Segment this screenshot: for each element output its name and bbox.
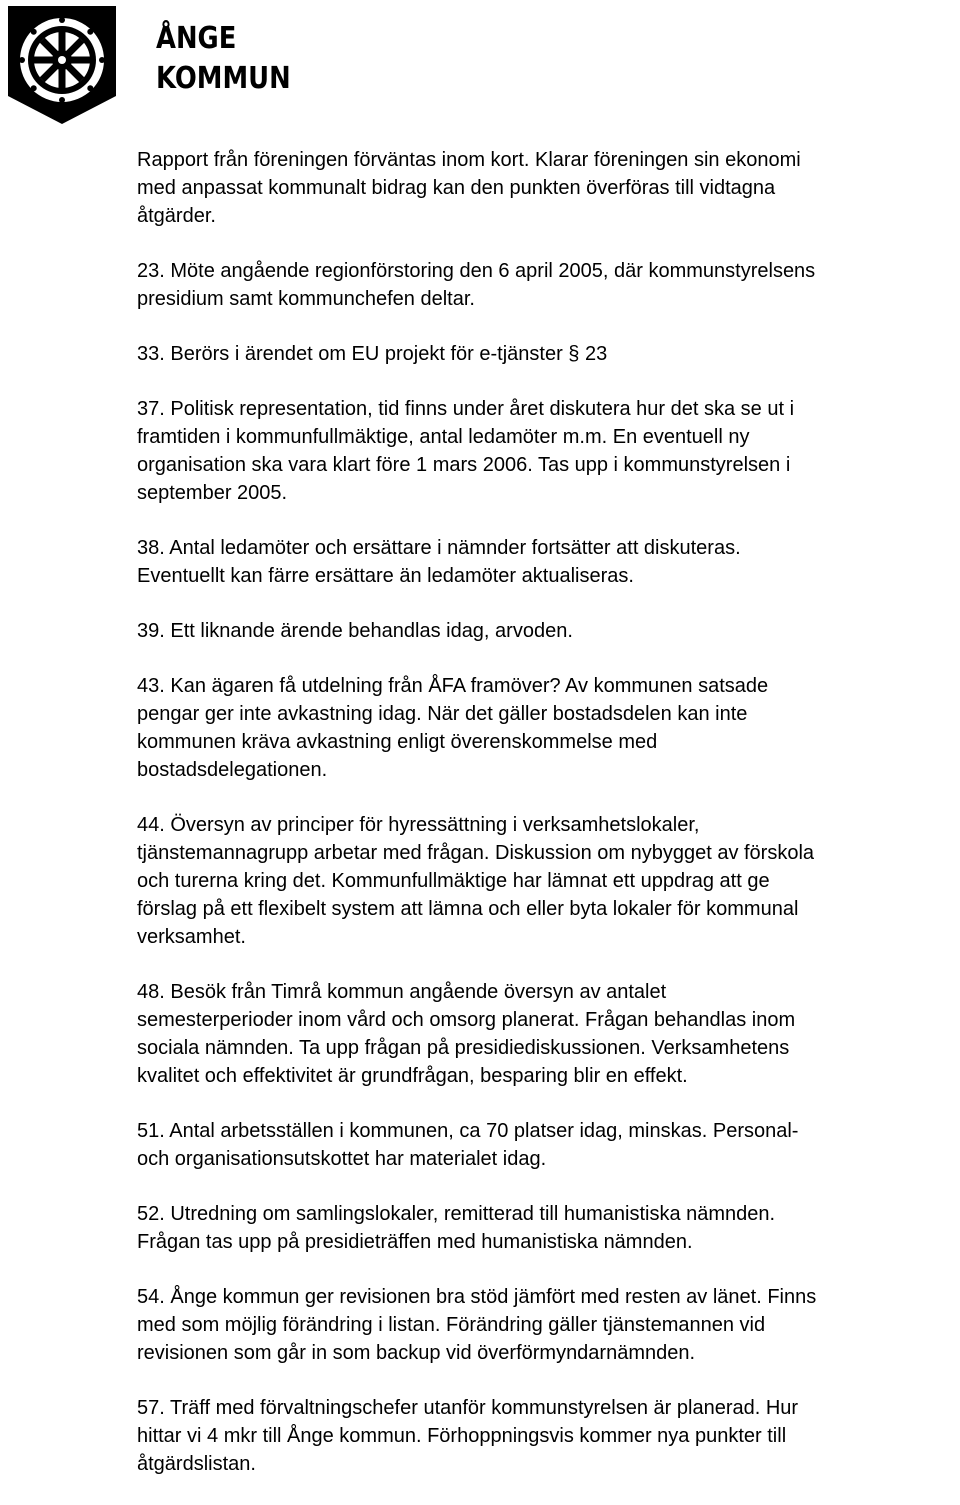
agenda-paragraph — [137, 534, 957, 590]
paragraph-line: Frågan tas upp på presidieträffen med humanistiska nämnden. — [137, 1231, 693, 1253]
paragraph-line: Eventuellt kan färre ersättare än ledamöter aktualiseras. — [137, 565, 634, 587]
paragraph-line: 39. Ett liknande ärende behandlas idag, arvoden. — [137, 620, 573, 642]
paragraph-line: 43. Kan ägaren få utdelning från ÅFA framöver? Av kommunen satsade — [137, 675, 769, 697]
paragraph-line: 37. Politisk representation, tid finns under året diskutera hur det ska se ut i — [137, 398, 795, 420]
paragraph-line: 33. Berörs i ärendet om EU projekt för e-tjänster § 23 — [137, 343, 608, 365]
agenda-paragraph — [137, 617, 957, 645]
paragraph-line: 38. Antal ledamöter och ersättare i nämnder fortsätter att diskuteras. — [137, 537, 741, 559]
paragraph-line: med anpassat kommunalt bidrag kan den punkten överföras till vidtagna — [137, 177, 776, 199]
paragraph-line: och organisationsutskottet har materialet idag. — [137, 1148, 547, 1170]
document-body — [137, 146, 957, 1505]
agenda-paragraph — [137, 257, 957, 313]
agenda-paragraph — [137, 146, 957, 230]
paragraph-line: förslag på ett flexibelt system att lämna och eller byta lokaler för kommunal — [137, 898, 799, 920]
paragraph-line: 51. Antal arbetsställen i kommunen, ca 70 platser idag, minskas. Personal- — [137, 1120, 799, 1142]
paragraph-line: 57. Träff med förvaltningschefer utanför kommunstyrelsen är planerad. Hur — [137, 1397, 799, 1419]
paragraph-line: hittar vi 4 mkr till Ånge kommun. Förhoppningsvis kommer nya punkter till — [137, 1425, 787, 1447]
paragraph-line: åtgärder. — [137, 205, 216, 227]
paragraph-line: åtgärdslistan. — [137, 1453, 256, 1475]
agenda-paragraph — [137, 340, 957, 368]
paragraph-line: organisation ska vara klart före 1 mars 2006. Tas upp i kommunstyrelsen i — [137, 454, 791, 476]
logo-text-kommun: KOMMUN — [156, 61, 291, 96]
paragraph-line: semesterperioder inom vård och omsorg planerat. Frågan behandlas inom — [137, 1009, 796, 1031]
agenda-paragraph — [137, 1394, 957, 1478]
paragraph-line: kvalitet och effektivitet är grundfrågan, besparing blir en effekt. — [137, 1065, 688, 1087]
paragraph-line: kommunen kräva avkastning enligt överenskommelse med — [137, 731, 658, 753]
paragraph-line: och turerna kring det. Kommunfullmäktige har lämnat ett uppdrag att ge — [137, 870, 770, 892]
paragraph-line: 48. Besök från Timrå kommun angående översyn av antalet — [137, 981, 667, 1003]
paragraph-line: tjänstemannagrupp arbetar med frågan. Diskussion om nybygget av förskola — [137, 842, 815, 864]
agenda-paragraph — [137, 1117, 957, 1173]
paragraph-line: verksamhet. — [137, 926, 246, 948]
paragraph-line: framtiden i kommunfullmäktige, antal ledamöter m.m. En eventuell ny — [137, 426, 750, 448]
paragraph-line: 54. Ånge kommun ger revisionen bra stöd jämfört med resten av länet. Finns — [137, 1286, 817, 1308]
paragraph-line: bostadsdelegationen. — [137, 759, 328, 781]
logo-text-ange: ÅNGE — [156, 21, 237, 56]
paragraph-line: Rapport från föreningen förväntas inom kort. Klarar föreningen sin ekonomi — [137, 149, 801, 171]
paragraph-line: presidium samt kommunchefen deltar. — [137, 288, 475, 310]
ange-kommun-wheel-logo-icon — [4, 4, 120, 126]
agenda-paragraph — [137, 1200, 957, 1256]
paragraph-line: 52. Utredning om samlingslokaler, remitterad till humanistiska nämnden. — [137, 1203, 776, 1225]
paragraph-line: september 2005. — [137, 482, 288, 504]
paragraph-line: sociala nämnden. Ta upp frågan på presidiediskussionen. Verksamhetens — [137, 1037, 790, 1059]
agenda-paragraph — [137, 1283, 957, 1367]
agenda-paragraph — [137, 811, 957, 951]
agenda-paragraph — [137, 978, 957, 1090]
paragraph-line: 23. Möte angående regionförstoring den 6 april 2005, där kommunstyrelsens — [137, 260, 816, 282]
paragraph-line: med som möjlig förändring i listan. Förändring gäller tjänstemannen vid — [137, 1314, 766, 1336]
agenda-paragraph — [137, 672, 957, 784]
page-header — [0, 0, 960, 130]
paragraph-line: revisionen som går in som backup vid överförmyndarnämnden. — [137, 1342, 696, 1364]
agenda-paragraph — [137, 395, 957, 507]
paragraph-line: pengar ger inte avkastning idag. När det gäller bostadsdelen kan inte — [137, 703, 748, 725]
paragraph-line: 44. Översyn av principer för hyressättning i verksamhetslokaler, — [137, 814, 700, 836]
